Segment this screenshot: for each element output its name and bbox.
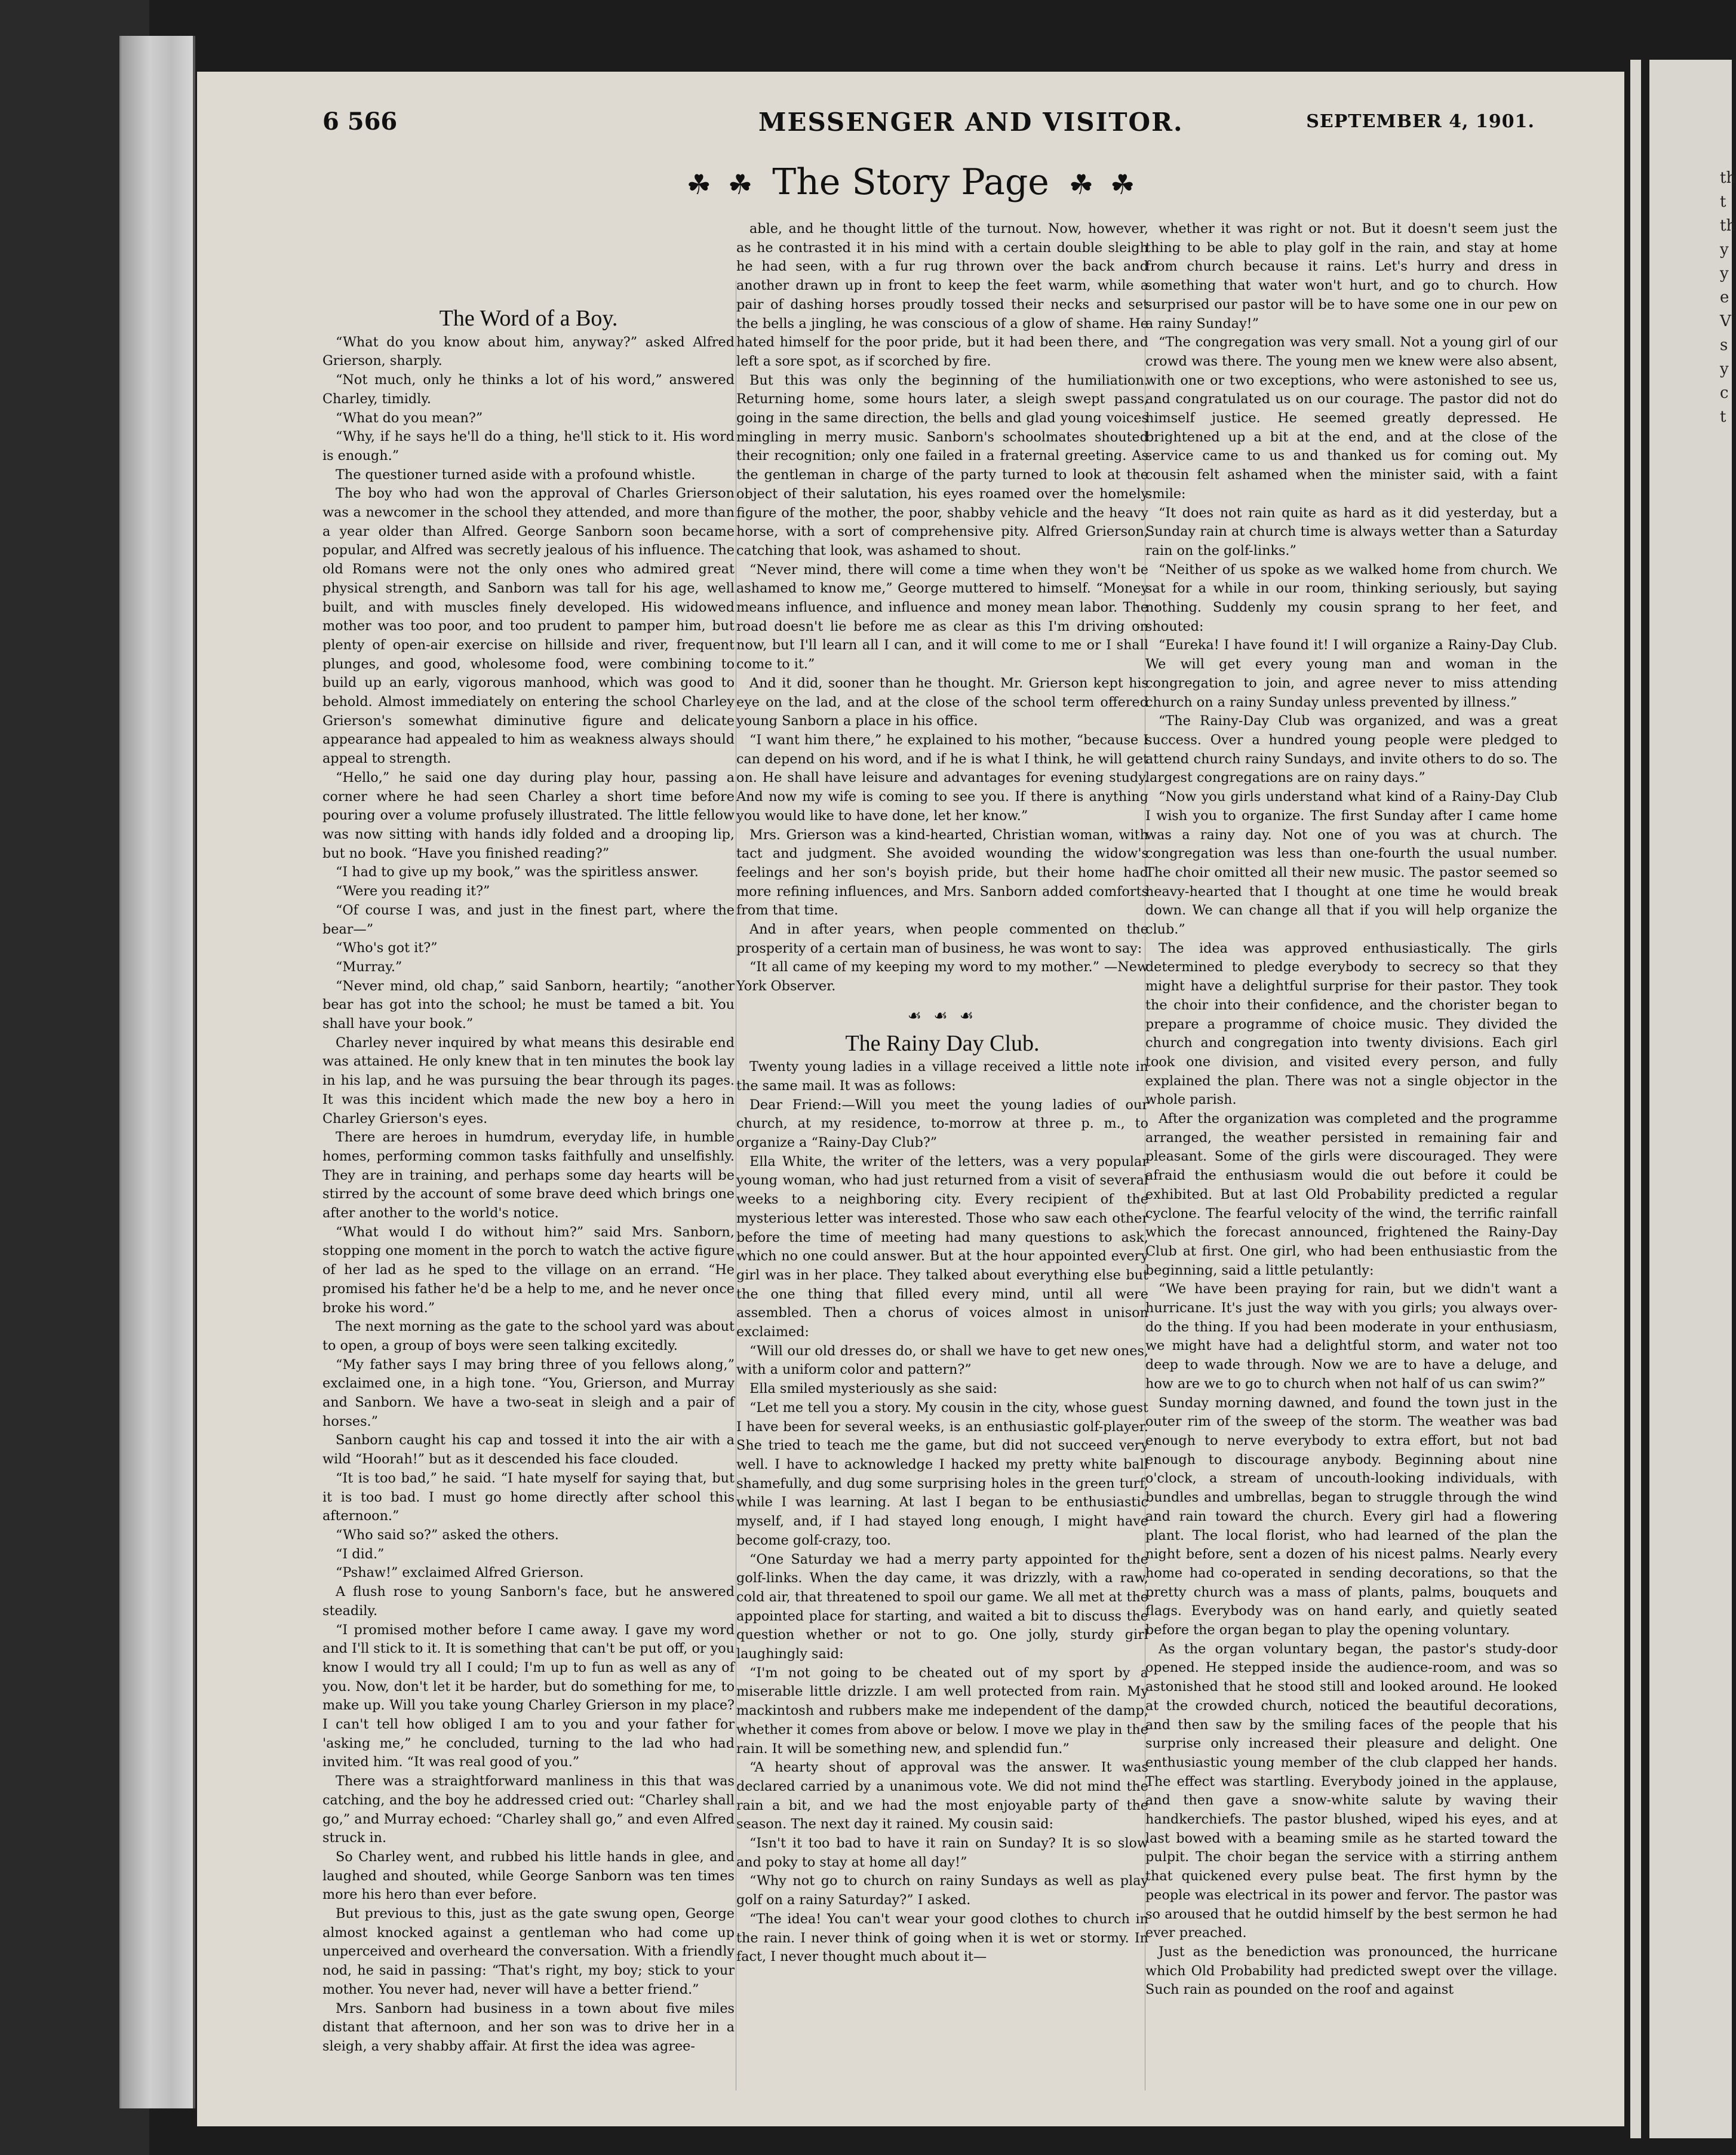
paragraph: Sunday morning dawned, and found the town just in the outer rim of the sweep of the storm. The weather was bad enough to nerve everybody to extra effort, but not bad enough to discourage anybody. Beginning about nine o'clock, a stream of uncouth-looking individuals, with bundles and umbrellas, began to struggle through the wind and rain toward the church. Every girl had a flowering plant. The local florist, who had learned of the plan the night before, sent a dozen of his nicest palms. Nearly every home had co-operated in sending decorations, so that the pretty church was a mass of plants, palms, bouquets and flags. Everybody was on hand early, and quietly seated before the organ began to play the opening voluntary. (1145, 1395, 1557, 1638)
paragraph: Dear Friend:—Will you meet the young ladies of our church, at my residence, to-morrow at three p. m., to organize a “Rainy-Day Club?” (736, 1097, 1148, 1151)
text-fragment: t (1720, 193, 1726, 211)
paragraph: The boy who had won the approval of Charles Grierson was a newcomer in the school they attended, and more than a year older than Alfred. George Sanborn soon became popular, and Alfred was secretly jealous of his influence. The old Romans were not the only ones who admired great physical strength, and Sanborn was tall for his age, well built, and with muscles finely developed. His widowed mother was too poor, and too prudent to pamper him, but plenty of open-air exercise on hillside and river, frequent plunges, and good, wholesome food, were combining to build up an early, vigorous manhood, which was good to behold. Almost immediately on entering the school Charley Grierson's somewhat diminutive figure and delicate appearance had appealed to him as weakness always should appeal to strength. (322, 486, 735, 767)
paragraph: The next morning as the gate to the school yard was about to open, a group of boys were seen talking excitedly. (322, 1319, 735, 1353)
paragraph: Charley never inquired by what means this desirable end was attained. He only knew that in ten minutes the book lay in his lap, and he was pursuing the bear through its pages. It was this incident which made the new boy a hero in Charley Grierson's eyes. (322, 1034, 735, 1126)
paragraph: “We have been praying for rain, but we didn't want a hurricane. It's just the way with you girls; you always over-do the thing. If you had been moderate in your enthusiasm, we might have had a delightful storm, and water not too deep to wade through. Now we are to have a deluge, and how are we to go to church when not half of us can swim?” (1145, 1281, 1557, 1392)
paragraph: able, and he thought little of the turnout. Now, however, as he contrasted it in his mind with a certain double sleigh he had seen, with a fur rug thrown over the back and another drawn up in front to keep the feet warm, while a pair of dashing horses proudly tossed their necks and set the bells a jingling, he was conscious of a glow of shame. He hated himself for the poor pride, but it had been there, and left a sore spot, as if scorched by fire. (736, 221, 1148, 369)
page-title (197, 161, 1624, 203)
text-fragment: y (1720, 241, 1729, 259)
paragraph: whether it was right or not. But it doesn't seem just the thing to be able to play golf in the rain, and stay at home from church because it rains. Let's hurry and dress in something that water won't hurt, and go to church. How surprised our pastor will be to have some one in our pew on a rainy Sunday!” (1145, 221, 1557, 331)
paragraph: But this was only the beginning of the humiliation. Returning home, some hours later, a sleigh swept pass, going in the same direction, the bells and glad young voices mingling in merry music. Sanborn's schoolmates shouted their recognition; only one failed in a fraternal greeting. As the gentleman in charge of the party turned to look at the object of their salutation, his eyes roamed over the homely figure of the mother, the poor, shabby vehicle and the heavy horse, with a sort of comprehensive pity. Alfred Grierson, catching that look, was ashamed to shout. (736, 372, 1148, 558)
clover-icon: ☘ (686, 168, 711, 201)
story-body-continued (736, 220, 1148, 996)
paragraph: “Now you girls understand what kind of a Rainy-Day Club I wish you to organize. The first Sunday after I came home was a rainy day. Not one of you was at church. The congregation was less than one-fourth the usual number. The choir omitted all their new music. The pastor seemed so heavy-hearted that I thought at one time he would break down. We can change all that if you will help organize the club.” (1145, 789, 1557, 938)
text-fragment: V (1720, 312, 1731, 330)
story-body-continued (1145, 220, 1557, 2000)
paragraph: And in after years, when people commented on the prosperity of a certain man of business, he was wont to say: (736, 922, 1148, 956)
paragraph: “Murray.” (336, 959, 402, 975)
adjacent-page-edge (1630, 60, 1736, 2138)
paragraph: Twenty young ladies in a village received a little note in the same mail. It was as follows: (736, 1059, 1148, 1094)
text-fragment: e (1720, 288, 1729, 306)
paragraph: “My father says I may bring three of you fellows along,” exclaimed one, in a high tone. “You, Grierson, and Murray and Sanborn. We have a two-seat in sleigh and a pair of horses.” (322, 1356, 735, 1429)
paragraph: “Will our old dresses do, or shall we have to get new ones, with a uniform color and pattern?” (736, 1343, 1148, 1378)
clover-icon: ☘ (1068, 168, 1094, 201)
paragraph: A flush rose to young Sanborn's face, but he answered steadily. (322, 1584, 735, 1619)
paragraph: “Who said so?” asked the others. (336, 1527, 559, 1543)
masthead (197, 108, 1624, 143)
paragraph: “Never mind, old chap,” said Sanborn, heartily; “another bear has got into the school; he must be tamed a bit. You shall have your book.” (322, 978, 735, 1032)
paragraph: “Why not go to church on rainy Sundays as well as play golf on a rainy Saturday?” I asked. (736, 1873, 1148, 1908)
text-fragment: y (1720, 265, 1729, 283)
text-fragment: c (1720, 384, 1729, 402)
paragraph: The idea was approved enthusiastically. The girls determined to pledge everybody to secrecy so that they might have a delightful surprise for their pastor. They took the choir into their confidence, and the chorister began to prepare a programme of choice music. They divided the church and congregation into twenty divisions. Each girl took one division, and visited every person, and fully explained the plan. There was not a single objector in the whole parish. (1145, 940, 1557, 1108)
text-fragment: s (1720, 336, 1728, 354)
paragraph: Ella smiled mysteriously as she said: (749, 1381, 998, 1397)
paragraph: “What would I do without him?” said Mrs. Sanborn, stopping one moment in the porch to watch the active figure of her lad as he sped to the village on an errand. “He promised his father he'd be a help to me, and he never once broke his word.” (322, 1224, 735, 1316)
clover-icon: ☘ (727, 168, 753, 201)
paragraph: So Charley went, and rubbed his little hands in glee, and laughed and shouted, while George Sanborn was ten times more his hero than ever before. (322, 1849, 735, 1903)
paragraph: “Of course I was, and just in the finest part, where the bear—” (322, 902, 735, 937)
paragraph: “It is too bad,” he said. “I hate myself for saying that, but it is too bad. I must go home directly after school this afternoon.” (322, 1470, 735, 1524)
paragraph: Mrs. Grierson was a kind-hearted, Christian woman, with tact and judgment. She avoided wounding the widow's feelings and her son's boyish pride, but their home had more refining influences, and Mrs. Sanborn added comforts from that time. (736, 827, 1148, 919)
paragraph: “I did.” (336, 1546, 385, 1562)
text-fragment: th (1720, 217, 1736, 235)
paragraph: “Pshaw!” exclaimed Alfred Grierson. (336, 1565, 584, 1581)
paragraph: As the organ voluntary began, the pastor's study-door opened. He stepped inside the audience-room, and was so astonished that he stood still and looked around. He looked at the crowded church, noticed the beautiful decorations, and then saw by the smiling faces of the people that his surprise only increased their pleasure and delight. One enthusiastic young member of the club clapped her hands. The effect was startling. Everybody joined in the applause, and then gave a snow-white salute by waving their handkerchiefs. The pastor blushed, wiped his eyes, and at last bowed with a beaming smile as he started toward the pulpit. The choir began the service with a stirring anthem that quickened every pulse beat. The first hymn by the people was electrical in its power and fervor. The pastor was so aroused that he outdid himself by the best sermon he had ever preached. (1145, 1641, 1557, 1941)
paragraph: “I promised mother before I came away. I gave my word and I'll stick to it. It is something that can't be put off, or you know I would try all I could; I'm up to fun as well as any of you. Now, don't let it be harder, but do something for me, to make up. Will you take young Charley Grierson in my place? I can't tell how obliged I am to you and your father for 'asking me,” he concluded, turning to the lad who had invited him. “It was real good of you.” (322, 1622, 735, 1770)
page-gap (1641, 60, 1649, 2138)
paragraph: “Eureka! I have found it! I will organize a Rainy-Day Club. We will get every young man and woman in the congregation to join, and agree never to miss attending church on a rainy Sunday unless prevented by illness.” (1145, 637, 1557, 710)
column-1 (322, 221, 735, 2056)
paragraph: “The Rainy-Day Club was organized, and was a great success. Over a hundred young people were pledged to attend church rainy Sundays, and invite others to do so. The largest congregations are on rainy days.” (1145, 713, 1557, 786)
paragraph: “What do you mean?” (336, 410, 483, 426)
paragraph: “It all came of my keeping my word to my mother.” —New York Observer. (736, 959, 1148, 994)
paragraph: But previous to this, just as the gate swung open, George almost knocked against a gentleman who had come up unperceived and overheard the conversation. With a friendly nod, he said in passing: “That's right, my boy; stick to your mother. You never had, never will have a better friend.” (322, 1906, 735, 1997)
text-fragment: th (1720, 169, 1736, 187)
paragraph: “It does not rain quite as hard as it did yesterday, but a Sunday rain at church time is always wetter than a Saturday rain on the golf-links.” (1145, 505, 1557, 558)
paragraph: “What do you know about him, anyway?” asked Alfred Grierson, sharply. (322, 334, 735, 369)
paragraph: “I had to give up my book,” was the spiritless answer. (336, 864, 699, 880)
text-fragment: y (1720, 360, 1729, 378)
paragraph: “Let me tell you a story. My cousin in the city, whose guest I have been for several weeks, is an enthusiastic golf-player. She tried to teach me the game, but did not succeed very well. I have to acknowledge I hacked my pretty white ball shamefully, and dug some surprising holes in the green turf, while I was learning. At last I began to be enthusiastic myself, and, if I had stayed long enough, I might have become golf-crazy, too. (736, 1399, 1148, 1548)
paragraph: “I'm not going to be cheated out of my sport by a miserable little drizzle. I am well protected from rain. My mackintosh and rubbers make me independent of the damp, whether it comes from above or below. I move we play in the rain. It will be something new, and splendid fun.” (736, 1665, 1148, 1757)
paragraph: “One Saturday we had a merry party appointed for the golf-links. When the day came, it was drizzly, with a raw, cold air, that threatened to spoil our game. We all met at the appointed place for starting, and waited a bit to discuss the question whether or not to go. One jolly, sturdy girl laughingly said: (736, 1551, 1148, 1662)
paragraph: “Isn't it too bad to have it rain on Sunday? It is so slow and poky to stay at home all day!” (736, 1835, 1148, 1870)
paragraph: “Not much, only he thinks a lot of his word,” answered Charley, timidly. (322, 372, 735, 407)
paragraph: “I want him there,” he explained to his mother, “because I can depend on his word, and if he is what I think, he will get on. He shall have leisure and advantages for evening study. And now my wife is coming to see you. If there is anything you would like to have done, let her know.” (736, 732, 1148, 824)
issue-date: SEPTEMBER 4, 1901. (1306, 111, 1535, 132)
story-body (322, 333, 735, 2056)
paragraph: “The idea! You can't wear your good clothes to church in the rain. I never think of going when it is wet or stormy. In fact, I never thought much about it— (736, 1911, 1148, 1965)
paragraph: After the organization was completed and the programme arranged, the weather persisted in remaining fair and pleasant. Some of the girls were discouraged. They were afraid the enthusiasm would die out before it could be exhibited. But at last Old Probability predicted a regular cyclone. The fearful velocity of the wind, the terrific rainfall which the forecast announced, frightened the Rainy-Day Club at first. One girl, who had been enthusiastic from the beginning, said a little petulantly: (1145, 1111, 1557, 1278)
paper-name: MESSENGER AND VISITOR. (758, 108, 1184, 137)
paragraph: “Why, if he says he'll do a thing, he'll stick to it. His word is enough.” (322, 429, 735, 463)
paragraph: “Hello,” he said one day during play hour, passing a corner where he had seen Charley a short time before pouring over a volume profusely illustrated. The little fellow was now sitting with hands idly folded and a drooping lip, but no book. “Have you finished reading?” (322, 769, 735, 861)
text-fragment: t (1720, 408, 1726, 426)
section-divider: ☙ ☙ ☙ (907, 1006, 978, 1025)
paragraph: “A hearty shout of approval was the answer. It was declared carried by a unanimous vote. We did not mind the rain a bit, and we had the most enjoyable party of the season. The next day it rained. My cousin said: (736, 1760, 1148, 1832)
story-body (736, 1058, 1148, 1967)
paragraph: “Who's got it?” (336, 940, 438, 956)
paragraph: There was a straightforward manliness in this that was catching, and the boy he addressed cried out: “Charley shall go,” and Murray echoed: “Charley shall go,” and even Alfred struck in. (322, 1773, 735, 1846)
paragraph: And it did, sooner than he thought. Mr. Grierson kept his eye on the lad, and at the close of the school term offered young Sanborn a place in his office. (736, 675, 1148, 729)
paragraph: Just as the benediction was pronounced, the hurricane which Old Probability had predicted swept over the village. Such rain as pounded on the roof and against (1145, 1944, 1557, 1998)
story-title: The Word of a Boy. (439, 306, 618, 331)
page-number: 6 566 (322, 108, 398, 136)
clover-icon: ☘ (1110, 168, 1135, 201)
column-3 (1145, 220, 1557, 2000)
paragraph: Mrs. Sanborn had business in a town about five miles distant that afternoon, and her son was to drive her in a sleigh, a very shabby affair. At first the idea was agree- (322, 2000, 735, 2054)
paragraph: The questioner turned aside with a profound whistle. (336, 466, 696, 483)
paragraph: There are heroes in humdrum, everyday life, in humble homes, performing common tasks faithfully and unselfishly. They are in training, and perhaps some day hearts will be stirred by the account of some brave deed which brings one after another to the world's notice. (322, 1129, 735, 1221)
paragraph: Ella White, the writer of the letters, was a very popular young woman, who had just returned from a visit of several weeks to a neighboring city. Every recipient of the mysterious letter was interested. Those who saw each other before the time of meeting had many questions to ask, which no one could answer. But at the hour appointed every girl was in her place. They talked about everything else but the one thing that filled every mind, until all were assembled. Then a chorus of voices almost in unison exclaimed: (736, 1153, 1148, 1340)
paragraph: “The congregation was very small. Not a young girl of our crowd was there. The young men we knew were also absent, with one or two exceptions, who were astonished to see us, and congratulated us on our courage. The pastor did not do himself justice. He seemed greatly depressed. He brightened up a bit at the end, and at the close of the service came to us and thanked us for coming out. My cousin felt ashamed when the minister said, with a faint smile: (1145, 334, 1557, 502)
paragraph: “Never mind, there will come a time when they won't be ashamed to know me,” George muttered to himself. “Money means influence, and influence and money mean labor. The road doesn't lie before me as clear as this I'm driving on now, but I'll learn all I can, and it will come to me or I shall come to it.” (736, 561, 1148, 673)
page-title-text: The Story Page (772, 161, 1049, 203)
paragraph: Sanborn caught his cap and tossed it into the air with a wild “Hoorah!” but as it descended his face clouded. (322, 1432, 735, 1468)
binding-gutter (119, 36, 195, 2108)
story-title: The Rainy Day Club. (845, 1030, 1040, 1056)
paragraph: “Neither of us spoke as we walked home from church. We sat for a while in our room, thinking seriously, but saying nothing. Suddenly my cousin sprang to her feet, and shouted: (1145, 561, 1557, 634)
column-2 (736, 220, 1148, 1967)
paragraph: “Were you reading it?” (336, 883, 490, 900)
newspaper-page (197, 72, 1624, 2126)
